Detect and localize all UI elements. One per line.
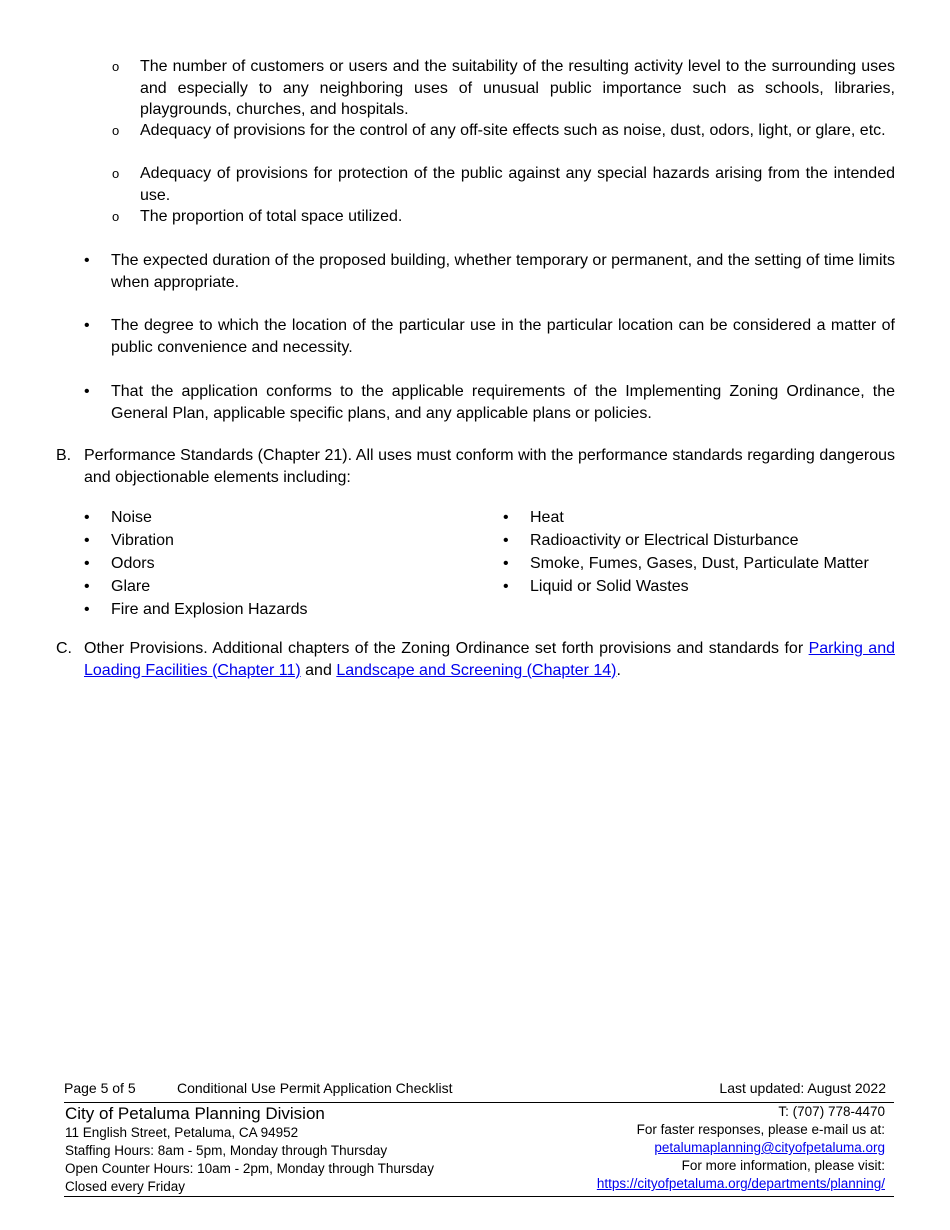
section-c-marker: C. xyxy=(56,640,72,657)
sub-marker: o xyxy=(112,59,120,74)
website-prompt: For more information, please visit: xyxy=(681,1158,885,1173)
bullet-marker: • xyxy=(503,555,509,572)
sub-marker: o xyxy=(112,166,120,181)
bullet-marker: • xyxy=(84,252,90,269)
footer-header xyxy=(64,1078,886,1100)
bullet-text: The degree to which the location of the particular use in the particular location can be considered a matter of public convenience and necessity. xyxy=(111,317,895,356)
email-link[interactable]: petalumaplanning@cityofpetaluma.org xyxy=(654,1140,885,1155)
staffing-hours: Staffing Hours: 8am - 5pm, Monday through Thursday xyxy=(65,1143,388,1158)
closed-note: Closed every Friday xyxy=(65,1179,186,1194)
section-c xyxy=(56,638,895,681)
section-c-text xyxy=(84,638,895,681)
section-b xyxy=(56,445,895,488)
sub-item-text: Adequacy of provisions for protection of the public against any special hazards arising from the intended use. xyxy=(140,165,895,204)
footer-contact-right xyxy=(597,1103,885,1193)
bullet-marker: • xyxy=(503,509,509,526)
phone-number: T: (707) 778-4470 xyxy=(778,1104,885,1119)
page-number: Page 5 of 5 xyxy=(64,1080,136,1096)
last-updated: Last updated: August 2022 xyxy=(719,1080,886,1096)
sub-list-item xyxy=(112,56,895,121)
section-b-marker: B. xyxy=(56,447,72,464)
email-prompt: For faster responses, please e-mail us at: xyxy=(636,1122,885,1137)
sub-item-text: The number of customers or users and the suitability of the resulting activity level to the surrounding uses and especially to any neighboring uses of unusual public importance such as schools, libraries, playgrounds, churches, and hospitals. xyxy=(140,58,895,118)
list-item-text: Vibration xyxy=(111,532,174,549)
section-c-end: . xyxy=(616,661,621,679)
bullet-marker: • xyxy=(503,532,509,549)
parking-loading-link[interactable]: Parking and Loading Facilities (Chapter 11) xyxy=(84,640,895,679)
bullet-marker: • xyxy=(84,509,90,526)
sub-marker: o xyxy=(112,123,120,138)
footer-contact-left xyxy=(65,1103,434,1196)
bullet-marker: • xyxy=(84,601,90,618)
list-item-text: Heat xyxy=(530,509,564,526)
bullet-marker: • xyxy=(84,317,90,334)
document-title: Conditional Use Permit Application Checklist xyxy=(177,1080,453,1096)
footer-divider-bottom xyxy=(64,1196,894,1197)
bullet-text: That the application conforms to the applicable requirements of the Implementing Zoning Ordinance, the General Plan, applicable specific plans, and any applicable plans or policies. xyxy=(111,383,895,422)
bullet-marker: • xyxy=(503,578,509,595)
sub-list-item xyxy=(112,163,895,206)
landscape-screening-link[interactable]: Landscape and Screening (Chapter 14) xyxy=(336,661,617,679)
bullet-marker: • xyxy=(84,383,90,400)
bullet-marker: • xyxy=(84,532,90,549)
bullet-list-item xyxy=(84,315,895,358)
list-item-text: Odors xyxy=(111,555,155,572)
bullet-text: The expected duration of the proposed building, whether temporary or permanent, and the setting of time limits when appropriate. xyxy=(111,252,895,291)
list-item-text: Liquid or Solid Wastes xyxy=(530,578,689,595)
section-c-joiner: and xyxy=(305,661,332,679)
list-item-text: Radioactivity or Electrical Disturbance xyxy=(530,532,799,549)
sub-list-item xyxy=(112,206,895,228)
list-item-text: Fire and Explosion Hazards xyxy=(111,601,308,618)
office-address: 11 English Street, Petaluma, CA 94952 xyxy=(65,1125,299,1140)
list-item-text: Smoke, Fumes, Gases, Dust, Particulate Matter xyxy=(530,555,869,572)
bullet-list-item xyxy=(84,250,895,293)
sub-item-text: Adequacy of provisions for the control of any off-site effects such as noise, dust, odors, light, or glare, etc. xyxy=(140,122,886,139)
sub-marker: o xyxy=(112,209,120,224)
organization-name: City of Petaluma Planning Division xyxy=(65,1104,325,1123)
website-link[interactable]: https://cityofpetaluma.org/departments/planning/ xyxy=(596,1176,885,1191)
bullet-list-item xyxy=(84,381,895,424)
section-c-intro: Other Provisions. Additional chapters of the Zoning Ordinance set forth provisions and standards for xyxy=(84,640,804,657)
section-b-text: Performance Standards (Chapter 21). All uses must conform with the performance standards regarding dangerous and objectionable elements including: xyxy=(84,447,895,486)
bullet-marker: • xyxy=(84,578,90,595)
list-item-text: Glare xyxy=(111,578,151,595)
sub-item-text: The proportion of total space utilized. xyxy=(140,208,403,225)
bullet-marker: • xyxy=(84,555,90,572)
sub-list-item xyxy=(112,120,895,142)
counter-hours: Open Counter Hours: 10am - 2pm, Monday through Thursday xyxy=(65,1161,434,1176)
list-item-text: Noise xyxy=(111,509,152,526)
